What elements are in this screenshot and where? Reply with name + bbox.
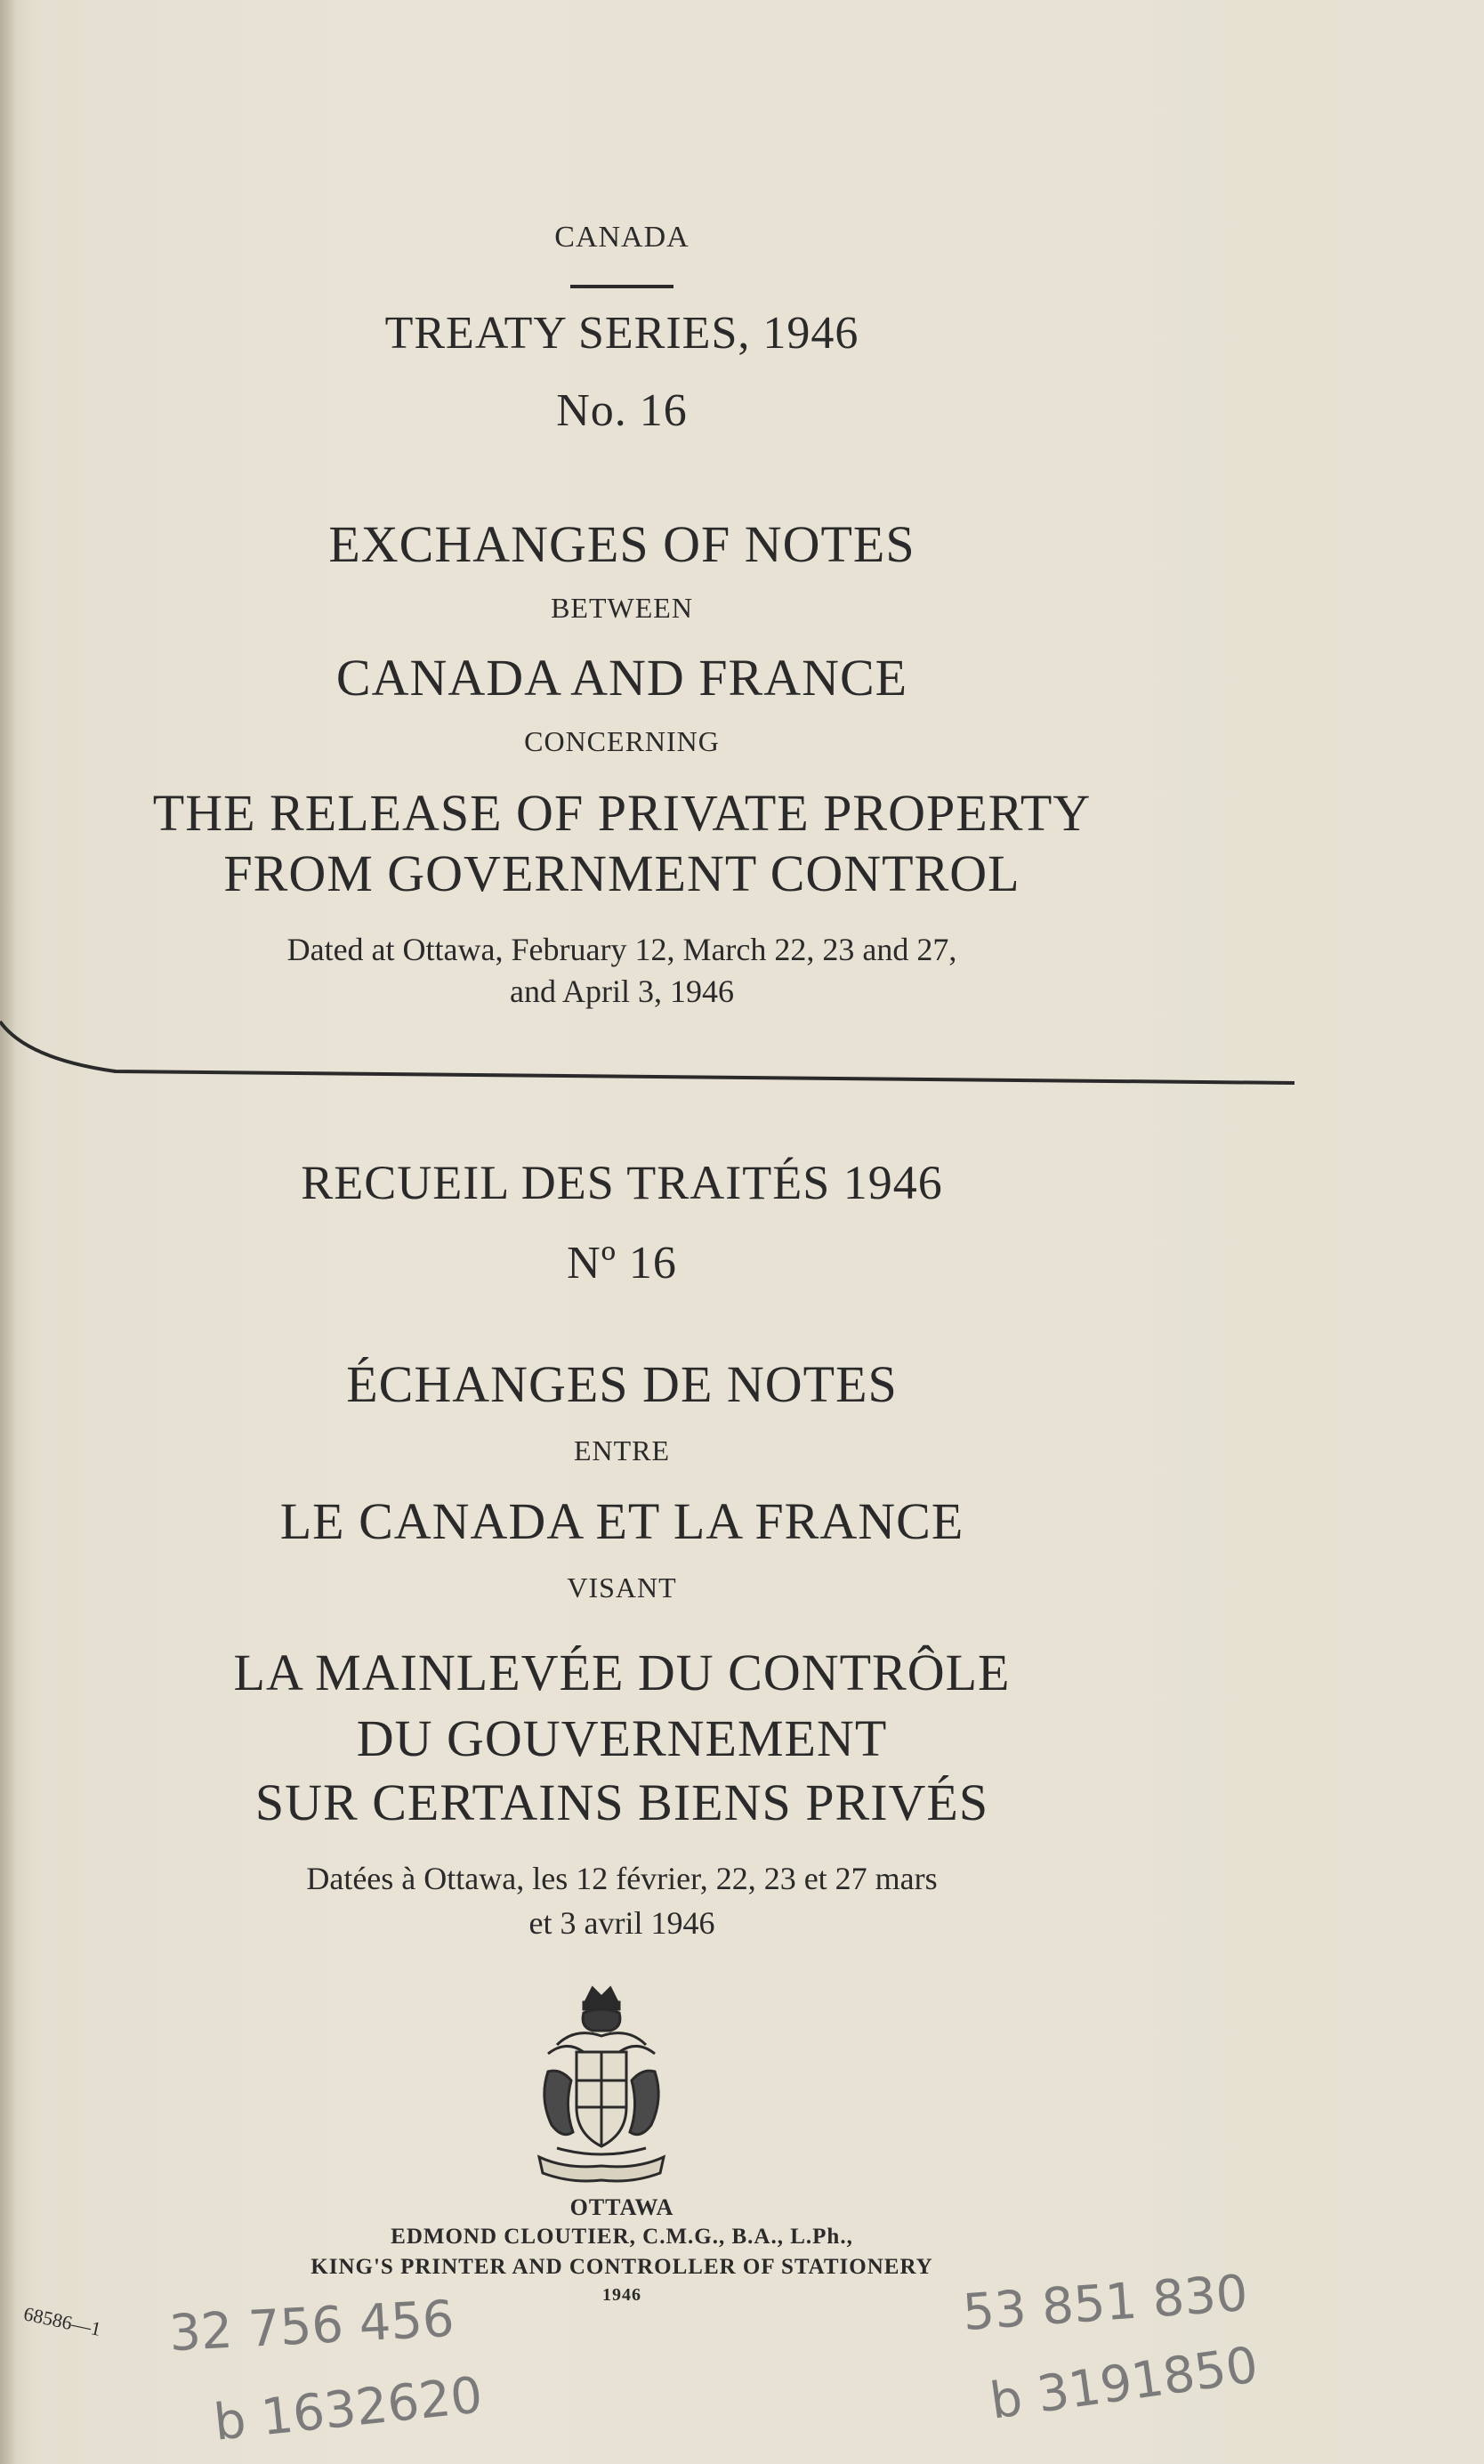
dated-line1-fr: Datées à Ottawa, les 12 février, 22, 23 et 27 mars <box>306 1861 938 1896</box>
parties-fr: LE CANADA ET LA FRANCE <box>279 1492 964 1550</box>
title-fr: ÉCHANGES DE NOTES <box>346 1355 898 1413</box>
between-en: BETWEEN <box>551 592 693 624</box>
subject-line1-fr: LA MAINLEVÉE DU CONTRÔLE <box>233 1644 1011 1701</box>
between-fr: ENTRE <box>573 1434 671 1466</box>
imprint-city: OTTAWA <box>569 2194 674 2220</box>
dated-line1-en: Dated at Ottawa, February 12, March 22, 23 and 27, <box>286 932 957 967</box>
imprint-printer: EDMOND CLOUTIER, C.M.G., B.A., L.Ph., <box>391 2225 853 2249</box>
handwritten-number-right-1: 53 851 830 <box>961 2264 1250 2343</box>
page-gutter-shadow <box>0 0 16 2464</box>
short-rule <box>570 285 673 288</box>
print-code: 68586—1 <box>21 2302 103 2340</box>
coat-of-arms-icon <box>521 1983 682 2192</box>
imprint-year: 1946 <box>602 2285 641 2305</box>
concerning-en: CONCERNING <box>524 725 720 757</box>
section-divider <box>0 1006 1299 1086</box>
handwritten-number-right-2: b 3191850 <box>986 2336 1262 2431</box>
handwritten-number-left-1: 32 756 456 <box>167 2290 456 2363</box>
series-title-fr: RECUEIL DES TRAITÉS 1946 <box>301 1156 943 1209</box>
concerning-fr: VISANT <box>567 1571 677 1604</box>
subject-line3-fr: SUR CERTAINS BIENS PRIVÉS <box>254 1773 989 1831</box>
subject-line2-en: FROM GOVERNMENT CONTROL <box>223 844 1020 902</box>
parties-en: CANADA AND FRANCE <box>335 649 908 707</box>
subject-line1-en: THE RELEASE OF PRIVATE PROPERTY <box>152 784 1092 842</box>
country-heading: CANADA <box>554 221 690 254</box>
imprint-office: KING'S PRINTER AND CONTROLLER OF STATIONERY <box>311 2255 933 2279</box>
subject-line2-fr: DU GOUVERNEMENT <box>356 1709 888 1767</box>
title-en: EXCHANGES OF NOTES <box>328 515 915 573</box>
series-number-fr: Nº 16 <box>567 1238 677 1289</box>
dated-line2-fr: et 3 avril 1946 <box>528 1905 715 1941</box>
series-number-en: No. 16 <box>556 385 688 436</box>
handwritten-number-left-2: b 1632620 <box>211 2366 486 2452</box>
dated-line2-en: and April 3, 1946 <box>510 973 734 1009</box>
series-title-en: TREATY SERIES, 1946 <box>384 308 859 359</box>
